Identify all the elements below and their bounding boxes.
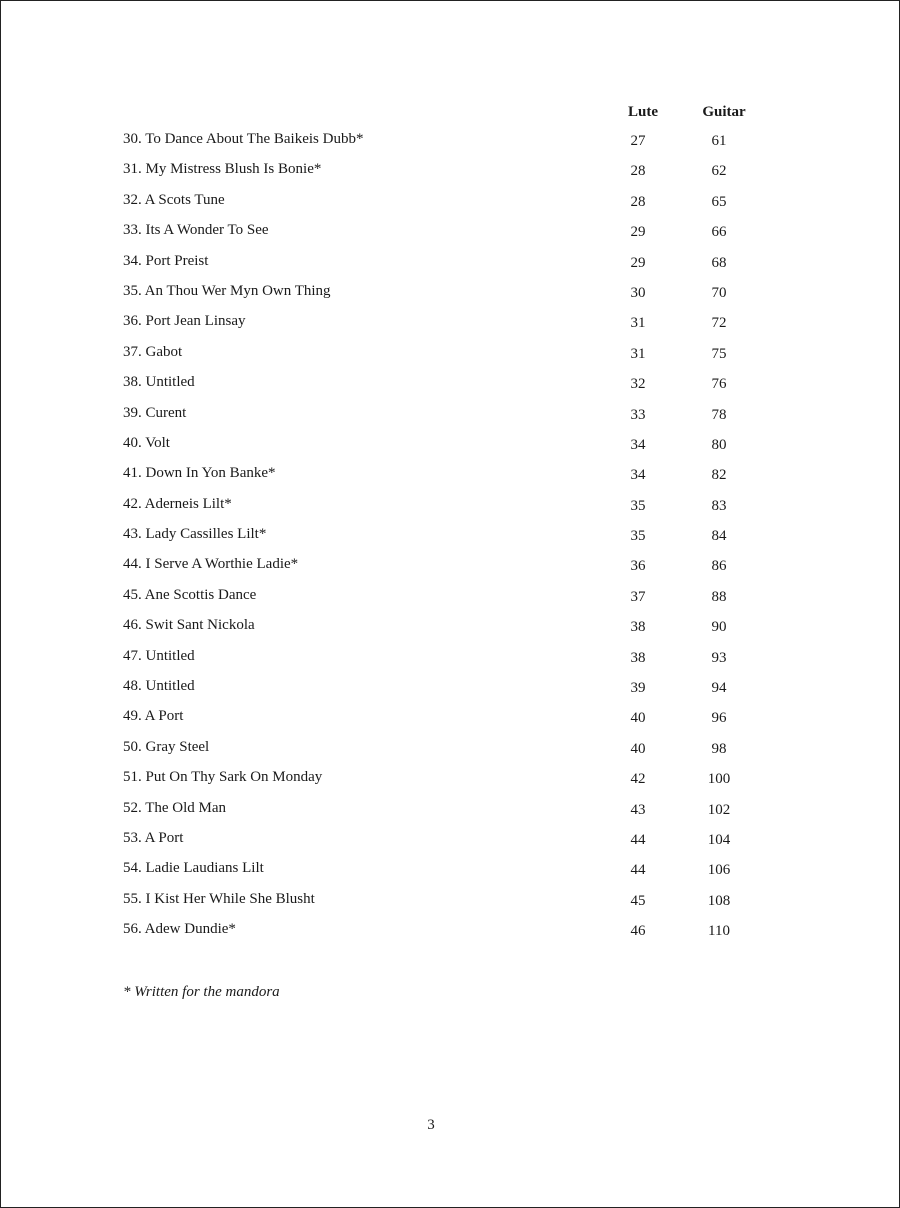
toc-entry (1, 645, 900, 675)
toc-entry-title: 48. Untitled (123, 678, 195, 695)
toc-entry-lute-page: 40 (630, 710, 646, 727)
toc-entry (1, 462, 900, 492)
toc-entry-title: 46. Swit Sant Nickola (123, 617, 255, 634)
toc-entry-title: 42. Aderneis Lilt* (123, 495, 232, 512)
toc-entry-lute-page: 40 (630, 740, 646, 757)
toc-entry (1, 280, 900, 310)
toc-entry-title: 44. I Serve A Worthie Ladie* (123, 556, 299, 573)
toc-entry-title: 43. Lady Cassilles Lilt* (123, 526, 267, 543)
toc-entry (1, 250, 900, 280)
toc-entry-title: 56. Adew Dundie* (123, 921, 236, 938)
footnote: * Written for the mandora (123, 984, 280, 1000)
toc-entry-lute-page: 39 (630, 680, 646, 697)
toc-entry-lute-page: 38 (630, 619, 646, 636)
toc-entry (1, 857, 900, 887)
toc-entry-guitar-page: 100 (707, 771, 731, 788)
toc-entry-guitar-page: 94 (711, 680, 727, 697)
toc-entry (1, 432, 900, 462)
toc-entry-title: 32. A Scots Tune (123, 191, 225, 208)
toc-entry-title: 51. Put On Thy Sark On Monday (123, 769, 323, 786)
toc-entry-guitar-page: 98 (711, 740, 727, 757)
toc-entry-guitar-page: 88 (711, 588, 727, 605)
toc-entry (1, 584, 900, 614)
toc-entry (1, 189, 900, 219)
toc-entry-title: 40. Volt (123, 434, 170, 451)
toc-entry (1, 675, 900, 705)
toc-entry-title: 49. A Port (123, 708, 184, 725)
toc-entry-lute-page: 34 (630, 467, 646, 484)
lute-column-header: Lute (628, 104, 658, 120)
table-of-contents (1, 128, 900, 949)
toc-entry-guitar-page: 96 (711, 710, 727, 727)
toc-entry (1, 219, 900, 249)
toc-entry-guitar-page: 86 (711, 558, 727, 575)
toc-entry-guitar-page: 110 (708, 923, 730, 940)
toc-entry-guitar-page: 83 (711, 497, 727, 514)
toc-entry-lute-page: 42 (630, 771, 646, 788)
toc-entry-lute-page: 30 (630, 284, 646, 301)
toc-entry-title: 47. Untitled (123, 647, 195, 664)
toc-entry-title: 36. Port Jean Linsay (123, 313, 246, 330)
toc-entry-lute-page: 44 (630, 862, 646, 879)
toc-entry-guitar-page: 62 (711, 163, 727, 180)
toc-entry-guitar-page: 82 (711, 467, 727, 484)
toc-entry-guitar-page: 70 (711, 284, 727, 301)
toc-entry-title: 34. Port Preist (123, 252, 209, 269)
toc-entry-guitar-page: 90 (711, 619, 727, 636)
toc-entry-lute-page: 43 (630, 801, 646, 818)
toc-entry (1, 736, 900, 766)
toc-entry-lute-page: 35 (630, 528, 646, 545)
toc-entry-title: 54. Ladie Laudians Lilt (123, 860, 264, 877)
toc-entry-title: 31. My Mistress Blush Is Bonie* (123, 161, 322, 178)
guitar-column-header: Guitar (702, 104, 746, 120)
toc-entry-lute-page: 27 (630, 133, 646, 149)
toc-entry-lute-page: 37 (630, 588, 646, 605)
page-number: 3 (427, 1117, 435, 1133)
toc-entry-guitar-page: 75 (711, 345, 727, 362)
toc-entry (1, 553, 900, 583)
toc-entry (1, 827, 900, 857)
toc-entry-title: 35. An Thou Wer Myn Own Thing (123, 282, 331, 299)
toc-entry-guitar-page: 108 (707, 892, 731, 909)
toc-entry-title: 41. Down In Yon Banke* (123, 465, 276, 482)
toc-entry-lute-page: 36 (630, 558, 646, 575)
toc-entry (1, 523, 900, 553)
toc-entry (1, 614, 900, 644)
toc-entry-title: 45. Ane Scottis Dance (123, 586, 257, 603)
toc-entry (1, 705, 900, 735)
toc-entry (1, 766, 900, 796)
toc-entry-title: 39. Curent (123, 404, 187, 421)
toc-entry (1, 888, 900, 918)
toc-entry-lute-page: 29 (630, 254, 646, 271)
toc-entry (1, 341, 900, 371)
toc-entry (1, 128, 900, 158)
toc-entry-lute-page: 29 (630, 224, 646, 241)
toc-entry-title: 38. Untitled (123, 374, 195, 391)
toc-entry-guitar-page: 61 (711, 133, 727, 149)
toc-entry-title: 50. Gray Steel (123, 738, 210, 755)
toc-entry-lute-page: 35 (630, 497, 646, 514)
toc-entry-title: 30. To Dance About The Baikeis Dubb* (123, 131, 364, 147)
toc-entry-lute-page: 31 (630, 315, 646, 332)
toc-entry-title: 33. Its A Wonder To See (123, 222, 269, 239)
toc-entry-guitar-page: 76 (711, 376, 727, 393)
toc-entry (1, 371, 900, 401)
toc-entry-lute-page: 32 (630, 376, 646, 393)
toc-entry (1, 797, 900, 827)
toc-entry-guitar-page: 78 (711, 406, 727, 423)
toc-entry-title: 37. Gabot (123, 343, 183, 360)
toc-entry (1, 158, 900, 188)
toc-entry (1, 918, 900, 948)
toc-entry (1, 402, 900, 432)
toc-entry-guitar-page: 106 (707, 862, 731, 879)
toc-entry-lute-page: 31 (630, 345, 646, 362)
toc-entry-guitar-page: 66 (711, 224, 727, 241)
toc-entry-title: 53. A Port (123, 829, 184, 846)
toc-entry-lute-page: 28 (630, 193, 646, 210)
toc-entry-lute-page: 45 (630, 892, 646, 909)
toc-entry-title: 55. I Kist Her While She Blusht (123, 890, 315, 907)
toc-entry-lute-page: 38 (630, 649, 646, 666)
toc-entry-guitar-page: 104 (707, 831, 731, 848)
toc-entry-lute-page: 46 (630, 923, 646, 940)
toc-entry-lute-page: 44 (630, 831, 646, 848)
toc-entry (1, 493, 900, 523)
toc-entry-title: 52. The Old Man (123, 799, 227, 816)
toc-entry-guitar-page: 80 (711, 436, 727, 453)
toc-entry-lute-page: 33 (630, 406, 646, 423)
toc-entry-guitar-page: 68 (711, 254, 727, 271)
toc-entry-guitar-page: 102 (707, 801, 731, 818)
toc-entry-lute-page: 28 (630, 163, 646, 180)
toc-entry-lute-page: 34 (630, 436, 646, 453)
toc-entry-guitar-page: 72 (711, 315, 727, 332)
toc-entry (1, 310, 900, 340)
toc-entry-guitar-page: 93 (711, 649, 727, 666)
toc-entry-guitar-page: 65 (711, 193, 727, 210)
toc-entry-guitar-page: 84 (711, 528, 727, 545)
